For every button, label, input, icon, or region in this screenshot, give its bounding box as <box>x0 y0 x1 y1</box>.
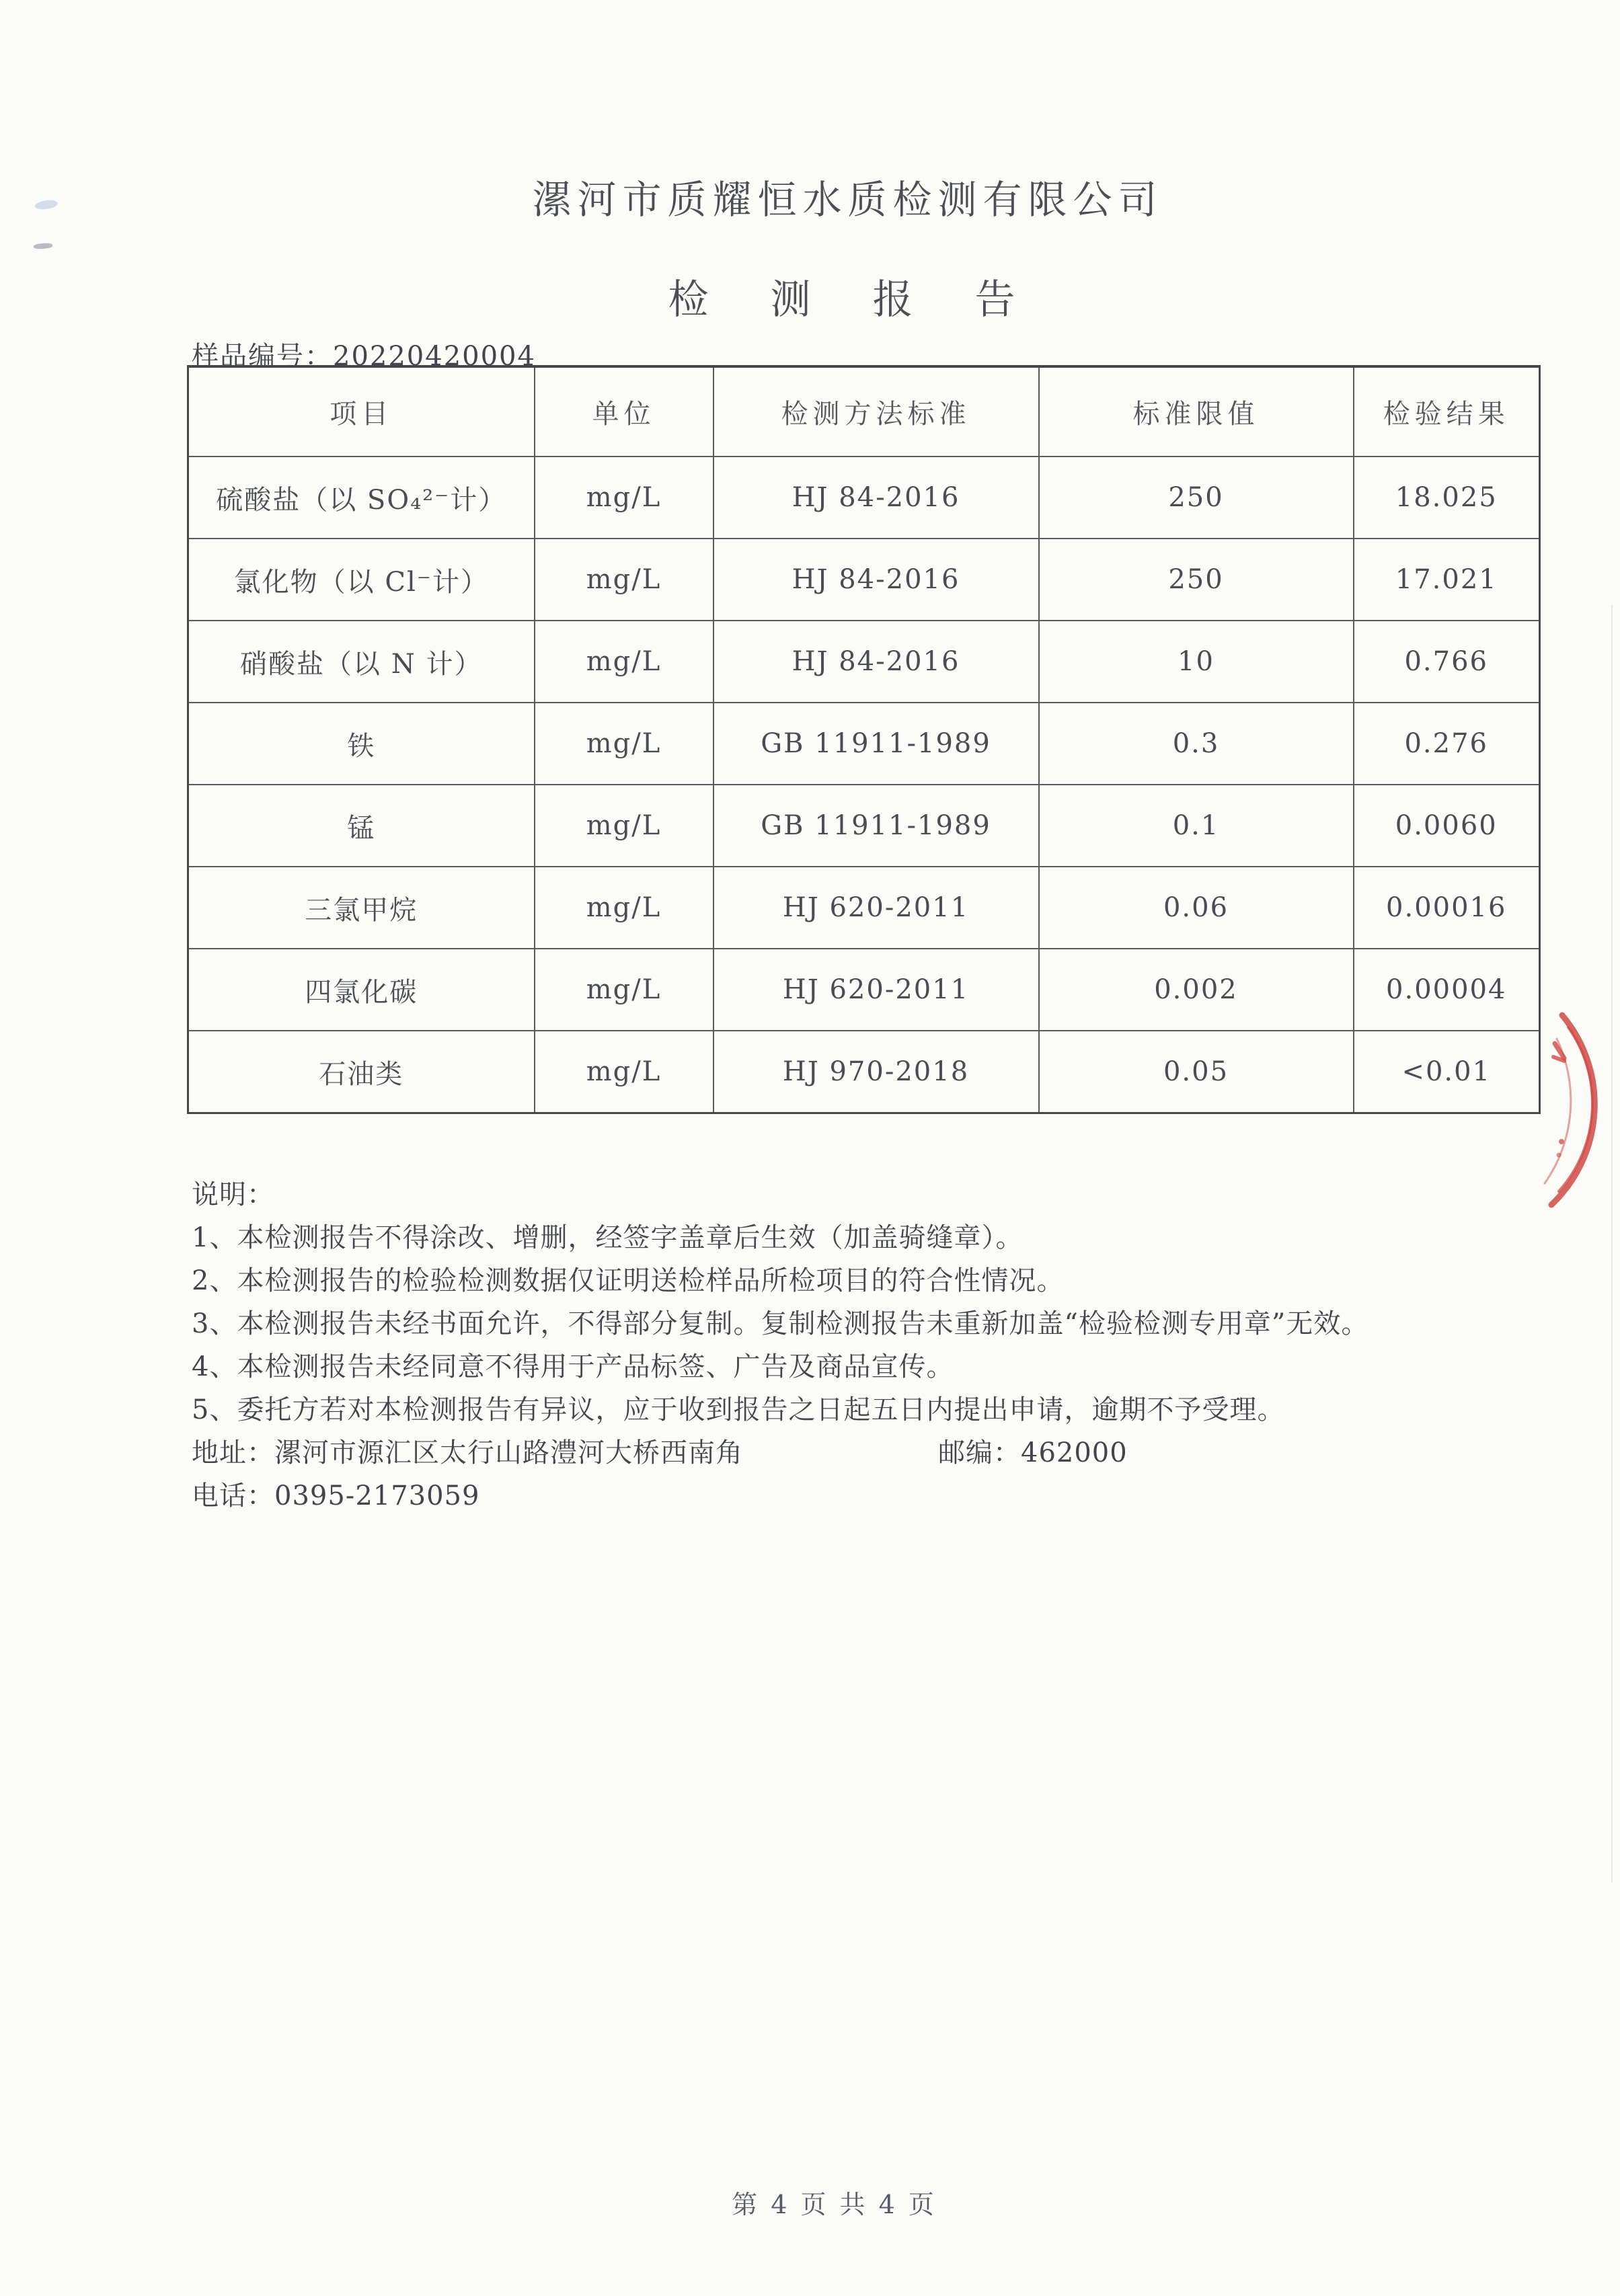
table-row-nitrate <box>188 621 1540 703</box>
address-line <box>192 1431 1530 1474</box>
report-title: 检 测 报 告 <box>668 276 1026 323</box>
header-cell-item: 项目 <box>188 366 535 457</box>
phone-value: 0395-2173059 <box>274 1480 480 1511</box>
header-cell-unit: 单位 <box>535 366 713 457</box>
note-line-4: 4、本检测报告未经同意不得用于产品标签、广告及商品宣传。 <box>192 1351 954 1382</box>
unit-cell: mg/L <box>535 785 713 867</box>
unit-cell: mg/L <box>535 457 713 539</box>
method-cell: HJ 84-2016 <box>713 457 1039 539</box>
header-cell-result: 检验结果 <box>1354 366 1540 457</box>
limit-cell: 0.3 <box>1039 703 1354 785</box>
table-row-iron <box>188 703 1540 785</box>
table-row-chloroform <box>188 867 1540 949</box>
company-name: 漯河市质耀恒水质检测有限公司 <box>532 177 1163 223</box>
notes-section <box>192 1173 1530 1517</box>
method-cell: HJ 620-2011 <box>713 867 1039 949</box>
unit-cell: mg/L <box>535 621 713 703</box>
header-cell-method: 检测方法标准 <box>713 366 1039 457</box>
limit-cell: 10 <box>1039 621 1354 703</box>
limit-cell: 0.05 <box>1039 1031 1354 1113</box>
table-row-sulfate <box>188 457 1540 539</box>
method-cell: HJ 970-2018 <box>713 1031 1039 1113</box>
item-cell: 石油类 <box>188 1031 535 1113</box>
method-cell: HJ 84-2016 <box>713 539 1039 621</box>
notes-heading: 说明： <box>192 1179 274 1210</box>
item-cell: 四氯化碳 <box>188 949 535 1031</box>
result-cell: 0.00004 <box>1354 949 1540 1031</box>
result-cell: 0.766 <box>1354 621 1540 703</box>
item-cell: 硝酸盐（以 N 计） <box>188 621 535 703</box>
method-cell: GB 11911-1989 <box>713 703 1039 785</box>
limit-cell: 250 <box>1039 539 1354 621</box>
sample-number-value: 20220420004 <box>333 341 536 372</box>
item-cell: 氯化物（以 Cl⁻计） <box>188 539 535 621</box>
result-cell: 0.276 <box>1354 703 1540 785</box>
phone-label: 电话： <box>192 1480 274 1511</box>
limit-cell: 0.1 <box>1039 785 1354 867</box>
result-cell: 18.025 <box>1354 457 1540 539</box>
method-cell: HJ 84-2016 <box>713 621 1039 703</box>
result-cell: 0.0060 <box>1354 785 1540 867</box>
unit-cell: mg/L <box>535 539 713 621</box>
note-line-1: 1、本检测报告不得涂改、增删，经签字盖章后生效（加盖骑缝章）。 <box>192 1222 1024 1253</box>
limit-cell: 0.002 <box>1039 949 1354 1031</box>
method-cell: GB 11911-1989 <box>713 785 1039 867</box>
note-line-2: 2、本检测报告的检验检测数据仅证明送检样品所检项目的符合性情况。 <box>192 1265 1065 1296</box>
address-label: 地址： <box>192 1437 274 1468</box>
phone-line <box>192 1474 1530 1517</box>
table-row-manganese <box>188 785 1540 867</box>
result-cell: 17.021 <box>1354 539 1540 621</box>
item-cell: 锰 <box>188 785 535 867</box>
table-row-petroleum <box>188 1031 1540 1113</box>
result-cell: 0.00016 <box>1354 867 1540 949</box>
item-cell: 三氯甲烷 <box>188 867 535 949</box>
result-cell: <0.01 <box>1354 1031 1540 1113</box>
unit-cell: mg/L <box>535 867 713 949</box>
postcode-value: 462000 <box>1021 1437 1128 1468</box>
results-table <box>187 365 1541 1114</box>
method-cell: HJ 620-2011 <box>713 949 1039 1031</box>
table-row-chloride <box>188 539 1540 621</box>
item-cell: 硫酸盐（以 SO₄²⁻计） <box>188 457 535 539</box>
table-row-carbon-tetrachloride <box>188 949 1540 1031</box>
postcode-label: 邮编： <box>938 1437 1021 1468</box>
note-line-3: 3、本检测报告未经书面允许，不得部分复制。复制检测报告未重新加盖“检验检测专用章”无效。 <box>192 1308 1369 1339</box>
unit-cell: mg/L <box>535 703 713 785</box>
sample-number-label: 样品编号： <box>192 341 333 372</box>
unit-cell: mg/L <box>535 1031 713 1113</box>
table-header-row <box>188 366 1540 457</box>
page-edge-shadow <box>1611 605 1613 1883</box>
unit-cell: mg/L <box>535 949 713 1031</box>
limit-cell: 0.06 <box>1039 867 1354 949</box>
scan-smudge-icon <box>34 243 52 249</box>
limit-cell: 250 <box>1039 457 1354 539</box>
postcode-group <box>938 1431 1128 1474</box>
item-cell: 铁 <box>188 703 535 785</box>
address-value: 漯河市源汇区太行山路澧河大桥西南角 <box>274 1437 743 1468</box>
note-line-5: 5、委托方若对本检测报告有异议，应于收到报告之日起五日内提出申请，逾期不予受理。 <box>192 1394 1285 1425</box>
header-cell-limit: 标准限值 <box>1039 366 1354 457</box>
page-footer: 第 4 页 共 4 页 <box>732 2190 937 2219</box>
